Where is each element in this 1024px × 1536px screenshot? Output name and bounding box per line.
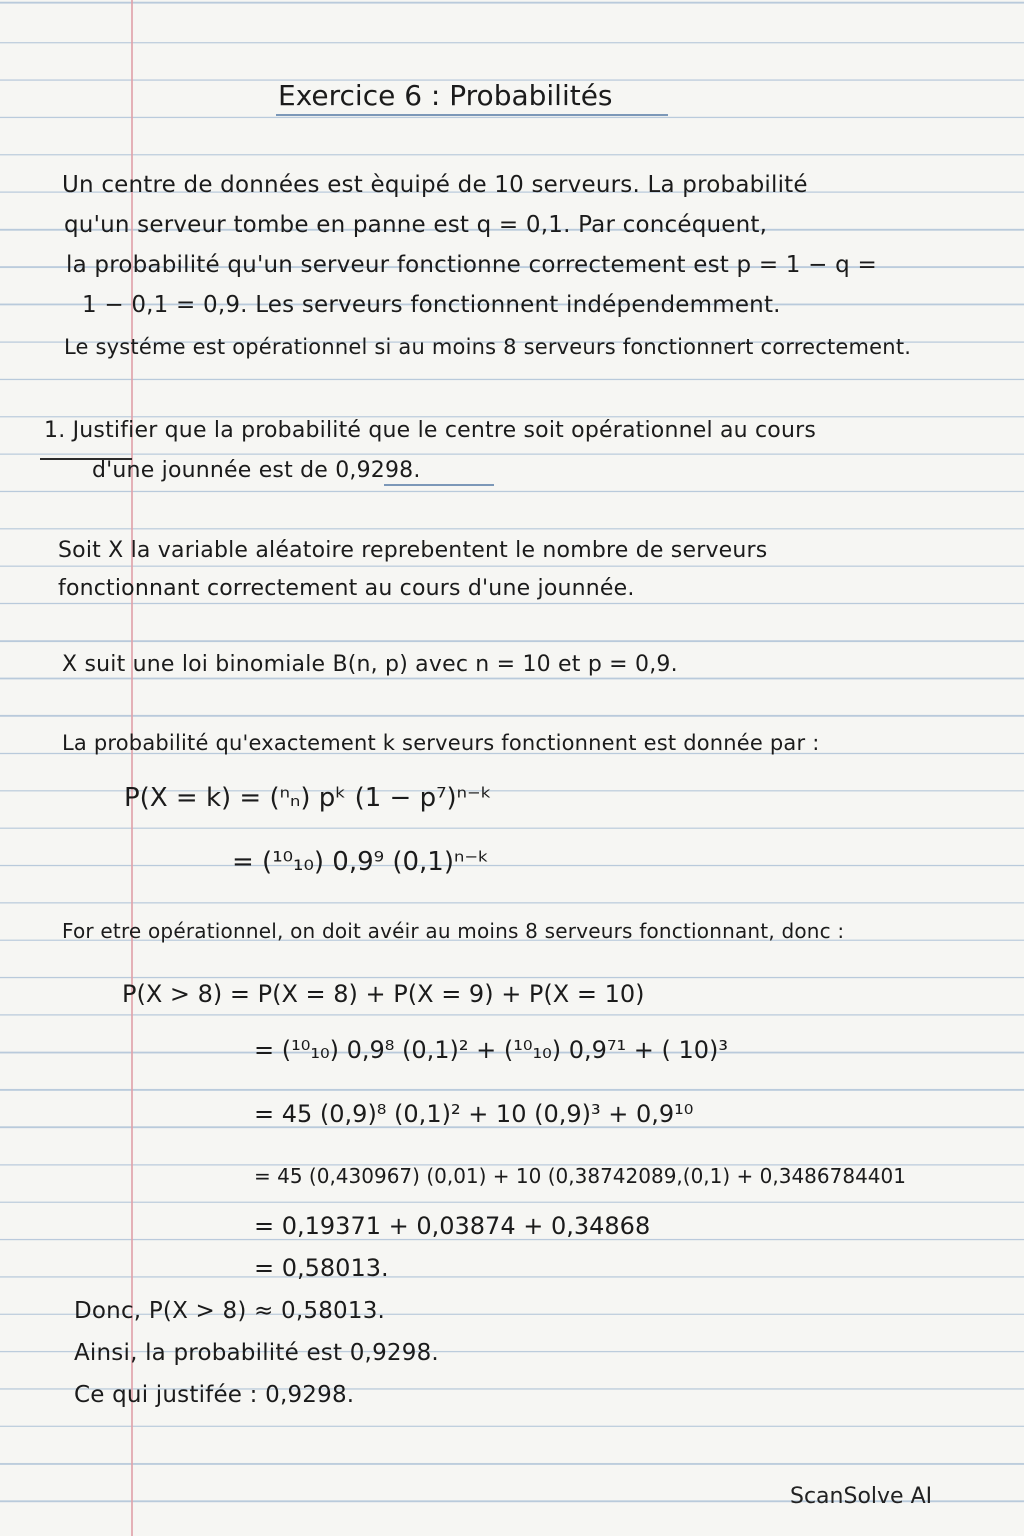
intro-line-2: qu'un serveur tombe en panne est q = 0,1. Par concéquent,	[64, 212, 768, 238]
formula-applied: = (¹⁰₁₀) 0,9⁹ (0,1)ⁿ⁻ᵏ	[232, 847, 490, 877]
conclusion-line-3: Ce qui justifée : 0,9298.	[74, 1382, 355, 1408]
probability-intro: La probabilité qu'exactement k serveurs fonctionnent est donnée par :	[62, 731, 820, 755]
binomial-law-line: X suit une loi binomiale B(n, p) avec n = 10 et p = 0,9.	[62, 652, 678, 677]
formula-general: P(X = k) = (ⁿₙ) pᵏ (1 − p⁷)ⁿ⁻ᵏ	[124, 783, 492, 813]
conclusion-line-1: Donc, P(X > 8) ≈ 0,58013.	[74, 1298, 386, 1324]
target-value-underline	[384, 484, 494, 486]
definition-line-1: Soit X la variable aléatoire reprebentent le nombre de serveurs	[58, 538, 768, 563]
question-line-1: 1. Justifier que la probabilité que le centre soit opérationnel au cours	[44, 418, 817, 443]
definition-line-2: fonctionnant correctement au cours d'une jounnée.	[58, 576, 635, 601]
calc-line-3: = 45 (0,9)⁸ (0,1)² + 10 (0,9)³ + 0,9¹⁰	[254, 1100, 694, 1128]
operational-intro: For etre opérationnel, on doit avéir au moins 8 serveurs fonctionnant, donc :	[62, 919, 845, 943]
intro-line-3: la probabilité qu'un serveur fonctionne correctement est p = 1 − q =	[66, 252, 877, 278]
watermark-scansolve: ScanSolve AI	[790, 1484, 933, 1509]
calc-line-4: = 45 (0,430967) (0,01) + 10 (0,38742089,(0,1) + 0,3486784401	[254, 1164, 906, 1188]
calc-line-2: = (¹⁰₁₀) 0,9⁸ (0,1)² + (¹⁰₁₀) 0,9⁷¹ + ( 10)³	[254, 1036, 729, 1064]
calc-line-6: = 0,58013.	[254, 1254, 389, 1282]
intro-line-1: Un centre de données est èquipé de 10 serveurs. La probabilité	[62, 172, 808, 198]
calc-line-5: = 0,19371 + 0,03874 + 0,34868	[254, 1212, 651, 1240]
conclusion-line-2: Ainsi, la probabilité est 0,9298.	[74, 1340, 439, 1366]
question-line-2: d'une jounnée est de 0,9298.	[92, 458, 421, 483]
intro-line-5: Le systéme est opérationnel si au moins 8 serveurs fonctionnert correctement.	[64, 335, 912, 359]
page-title: Exercice 6 : Probabilités	[278, 79, 613, 112]
calc-line-1: P(X > 8) = P(X = 8) + P(X = 9) + P(X = 10)	[122, 980, 645, 1008]
intro-line-4: 1 − 0,1 = 0,9. Les serveurs fonctionnent indépendemment.	[82, 292, 781, 318]
title-underline	[276, 114, 668, 116]
